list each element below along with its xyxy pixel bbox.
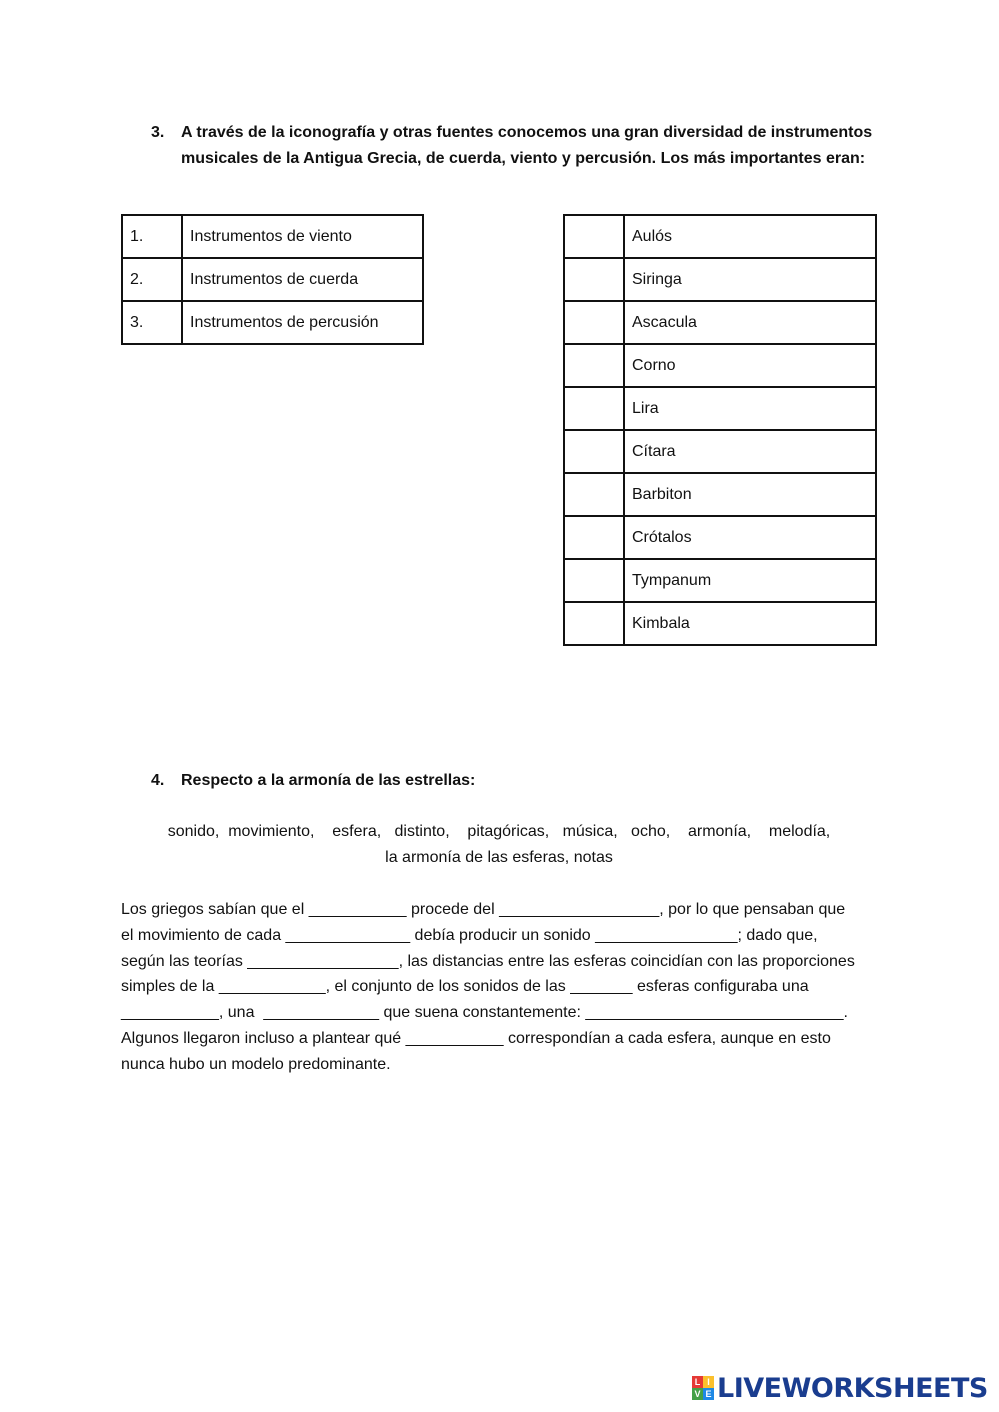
paragraph-line: el movimiento de cada ______________ debía producir un sonido ________________; dado que, <box>121 926 818 944</box>
question-4 <box>151 768 651 794</box>
instrument-name: Aulós <box>624 215 876 258</box>
question-3-line-1: A través de la iconografía y otras fuentes conocemos una gran diversidad de instrumentos <box>181 124 873 141</box>
instrument-row <box>564 301 876 344</box>
instruments-table <box>563 214 877 646</box>
instrument-name: Crótalos <box>624 516 876 559</box>
instrument-row <box>564 559 876 602</box>
word-bank <box>121 819 877 871</box>
category-number: 3. <box>122 301 182 344</box>
instrument-name: Cítara <box>624 430 876 473</box>
answer-box[interactable] <box>564 430 624 473</box>
category-number: 2. <box>122 258 182 301</box>
answer-box[interactable] <box>564 516 624 559</box>
logo-letter: E <box>703 1388 714 1400</box>
paragraph-line: según las teorías _________________, las distancias entre las esferas coincidían con las proporciones <box>121 952 855 970</box>
answer-box[interactable] <box>564 344 624 387</box>
question-3-text <box>181 120 891 172</box>
instrument-row <box>564 344 876 387</box>
categories-table <box>121 214 424 345</box>
paragraph-line: Los griegos sabían que el ___________ procede del __________________, por lo que pensaban que <box>121 901 846 918</box>
answer-box[interactable] <box>564 473 624 516</box>
answer-box[interactable] <box>564 602 624 645</box>
category-row <box>122 215 423 258</box>
instrument-name: Siringa <box>624 258 876 301</box>
instrument-row <box>564 387 876 430</box>
word-bank-line-2: la armonía de las esferas, notas <box>385 849 613 866</box>
instrument-name: Barbiton <box>624 473 876 516</box>
word-bank-line-1: sonido, movimiento, esfera, distinto, pitagóricas, música, ocho, armonía, melodía, <box>167 823 831 840</box>
question-3-number: 3. <box>151 124 165 141</box>
instrument-row <box>564 516 876 559</box>
instrument-row <box>564 430 876 473</box>
instrument-name: Lira <box>624 387 876 430</box>
brand-name: LIVEWORKSHEETS <box>717 1372 988 1404</box>
question-3-line-2: musicales de la Antigua Grecia, de cuerda, viento y percusión. Los más importantes eran: <box>181 150 866 167</box>
category-label: Instrumentos de cuerda <box>182 258 423 301</box>
category-label: Instrumentos de percusión <box>182 301 423 344</box>
answer-box[interactable] <box>564 387 624 430</box>
logo-letter: V <box>692 1388 703 1400</box>
paragraph-line: nunca hubo un modelo predominante. <box>121 1055 391 1073</box>
question-3 <box>151 120 891 172</box>
instrument-name: Corno <box>624 344 876 387</box>
category-row <box>122 258 423 301</box>
answer-box[interactable] <box>564 559 624 602</box>
instrument-row <box>564 473 876 516</box>
answer-box[interactable] <box>564 258 624 301</box>
category-number: 1. <box>122 215 182 258</box>
paragraph-line: Algunos llegaron incluso a plantear qué ___________ correspondían a cada esfera, aunque en esto <box>121 1029 831 1047</box>
liveworksheets-logo-icon <box>692 1376 714 1400</box>
instrument-name: Tympanum <box>624 559 876 602</box>
answer-box[interactable] <box>564 215 624 258</box>
logo-letter: I <box>703 1376 714 1388</box>
instrument-row <box>564 258 876 301</box>
fill-in-paragraph <box>121 897 891 1078</box>
answer-box[interactable] <box>564 301 624 344</box>
paragraph-line: simples de la ____________, el conjunto de los sonidos de las _______ esferas configuraba una <box>121 978 809 996</box>
instrument-name: Ascacula <box>624 301 876 344</box>
liveworksheets-brand <box>692 1372 988 1404</box>
category-row <box>122 301 423 344</box>
category-label: Instrumentos de viento <box>182 215 423 258</box>
instrument-row <box>564 602 876 645</box>
question-4-title: Respecto a la armonía de las estrellas: <box>181 772 476 789</box>
paragraph-line: ___________, una _____________ que suena constantemente: _____________________________. <box>121 1004 848 1022</box>
instrument-name: Kimbala <box>624 602 876 645</box>
logo-letter: L <box>692 1376 703 1388</box>
instrument-row <box>564 215 876 258</box>
question-4-number: 4. <box>151 772 165 789</box>
